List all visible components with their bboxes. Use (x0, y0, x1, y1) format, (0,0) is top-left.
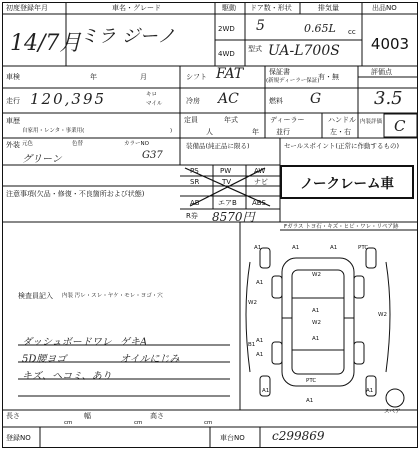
mark: W2 (312, 320, 321, 326)
length-unit: cm (64, 420, 73, 426)
ac-value: AC (218, 91, 239, 107)
shift-value: FAT (216, 66, 244, 82)
equipment-tv: TV (222, 178, 232, 186)
displacement-label: 排気量 (318, 4, 339, 12)
mark: A1 (292, 245, 300, 251)
width-label: 幅 (84, 412, 91, 420)
displacement-unit: cc (348, 28, 356, 36)
mileage-label: 走行 (6, 97, 20, 105)
handle-label: ハンドル (328, 116, 356, 124)
displacement-value: 0.65L (304, 22, 336, 35)
mark: PTC (306, 378, 317, 384)
parts-label: Fガラス トヨ石・キズ・ヒビ・ワレ・リペア跡 (284, 224, 399, 230)
inspection-title: 検査員記入 (18, 292, 53, 300)
inspection-line-2: 5D腰ヨゴ (22, 354, 67, 365)
shaken-month-label: 月 (140, 73, 147, 81)
color-value: グリーン (22, 154, 62, 165)
car-name-value: ミラ ジーノ (80, 26, 176, 47)
height-unit: cm (204, 420, 213, 426)
mark: A1 (366, 388, 374, 394)
inspection-note-2: オイルにじみ (120, 354, 180, 365)
mark: A1 (254, 245, 262, 251)
color-no-value: G37 (142, 150, 163, 161)
lot-label: 出品NO (372, 4, 397, 12)
shift-label: シフト (186, 73, 207, 81)
equipment-pw: PW (220, 167, 232, 175)
history-close: ) (170, 128, 173, 134)
spare-label: スペア (384, 409, 401, 415)
fuel-label: 燃料 (269, 97, 283, 105)
lot-number: 4003 (370, 35, 410, 53)
reg-no-label: 登録NO (6, 434, 31, 442)
km-label: キロ (146, 92, 158, 98)
interior-label: 内装評価 (360, 119, 383, 125)
exterior-label: 外装 (6, 141, 20, 149)
color-no-label: カラーNO (124, 141, 149, 147)
recycle-value: 8570円 (212, 210, 255, 224)
drive-4wd: 4WD (218, 50, 235, 58)
capacity-label: 定員 (184, 116, 198, 124)
mark: A1 (256, 352, 264, 358)
model-label: 型式 (248, 45, 262, 53)
mileage-value: 120,395 (30, 90, 107, 108)
equipment-navi: ナビ (254, 178, 268, 186)
recycle-label: R券 (186, 212, 198, 220)
model-year-value: 年 (252, 128, 259, 136)
history-options: 自家用・レンタ・事業用( (22, 128, 85, 134)
mark: A1 (312, 308, 320, 314)
drive-label: 駆動 (222, 4, 236, 12)
reg-year-label: 初度登録年月 (6, 4, 48, 12)
chassis-value: c299869 (272, 429, 325, 443)
drive-2wd: 2WD (218, 25, 235, 33)
mark: A1 (306, 398, 314, 404)
no-claim-stamp: ノークレーム車 (280, 165, 414, 199)
score-value: 3.5 (374, 88, 403, 109)
equipment-title: 装備品(純正品に限る) (186, 142, 250, 150)
equipment-ab: AB (190, 199, 200, 207)
history-label: 車歴 (6, 117, 20, 125)
notes-title: 注意事項(欠品・修復・不良箇所および状態) (6, 190, 145, 198)
dealer-sub: 並行 (276, 128, 290, 136)
capacity-unit: 人 (206, 128, 213, 136)
handle-value: 左・右 (330, 128, 351, 136)
equipment-airbag: エアB (218, 199, 237, 207)
shaken-label: 車検 (6, 73, 20, 81)
exterior-sub: 元色 (22, 141, 34, 147)
equipment-abs: ABS (252, 199, 266, 207)
model-year-label: 年式 (224, 116, 238, 124)
doors-value: 5 (256, 18, 265, 34)
warranty-label: 保証書 (269, 68, 290, 76)
mark: W2 (248, 300, 257, 306)
chassis-label: 車台NO (220, 434, 245, 442)
warranty-value: 有・無 (318, 73, 339, 81)
mark: A1 (256, 338, 264, 344)
width-unit: cm (134, 420, 143, 426)
car-name-label: 車名・グレード (112, 4, 161, 12)
inspection-line-3: キズ、ヘコミ、あり (22, 371, 112, 382)
height-label: 高さ (150, 412, 164, 420)
mark: B1 (248, 342, 256, 348)
mark: W2 (378, 312, 387, 318)
fuel-value: G (310, 91, 322, 107)
mark: PTC (358, 245, 369, 251)
model-value: UA-L700S (268, 43, 340, 59)
equipment-sr: SR (190, 178, 200, 186)
length-label: 長さ (6, 412, 20, 420)
car-diagram (246, 248, 404, 407)
mark: A1 (330, 245, 338, 251)
interior-value: C (394, 117, 406, 135)
inspection-note-1: ゲキA (120, 337, 148, 348)
mark: A1 (312, 336, 320, 342)
score-label: 評価点 (371, 68, 392, 76)
shaken-year-label: 年 (90, 73, 97, 81)
equipment-ps: PS (190, 167, 199, 175)
color-change-label: 色替 (72, 141, 84, 147)
mile-label: マイル (146, 101, 163, 107)
mark: W2 (312, 272, 321, 278)
reg-year-value: 14/7月 (10, 31, 82, 56)
sales-point-label: セールスポイント(正常に作動するもの) (284, 142, 399, 150)
inspection-line-1: ダッシュボードワレ (22, 337, 112, 348)
inspection-options: 内装 汚レ・スレ・ヤケ・モレ・ヨゴ・穴 (62, 293, 163, 299)
mark: A1 (262, 388, 270, 394)
dealer-label: ディーラー (270, 116, 305, 124)
doors-label: ドア数・形状 (250, 4, 292, 12)
warranty-sub: (新規ディーラー保証) (266, 78, 320, 84)
ac-label: 冷房 (186, 97, 200, 105)
equipment-aw: AW (254, 167, 266, 175)
mark: A1 (256, 280, 264, 286)
